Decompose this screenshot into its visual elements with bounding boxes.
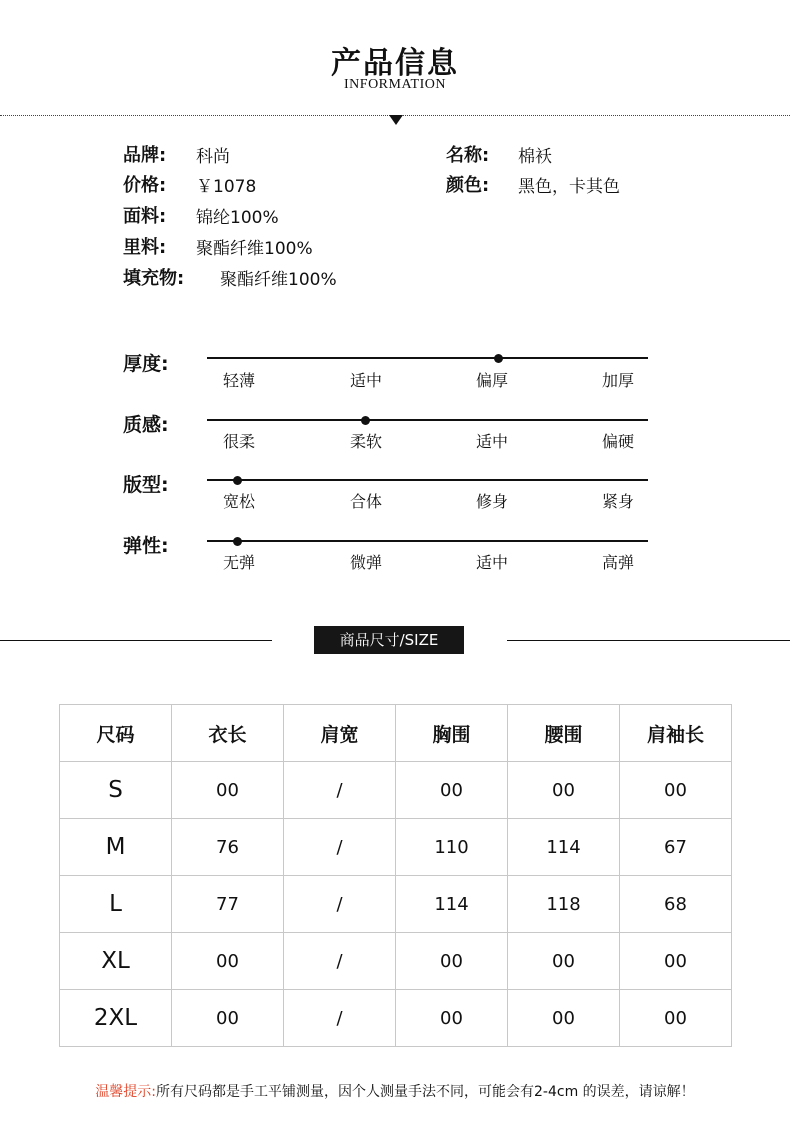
scale-thickness-label: 厚度: xyxy=(123,353,169,375)
table-cell: / xyxy=(284,933,396,990)
brand-label: 品牌: xyxy=(123,145,167,166)
note-text: 所有尺码都是手工平铺测量，因个人测量手法不同，可能会有2-4cm 的误差，请谅解！ xyxy=(156,1084,695,1100)
table-cell: 00 xyxy=(508,762,620,819)
scale-elasticity-option: 高弹 xyxy=(601,553,634,572)
size-cell: 2XL xyxy=(60,990,172,1047)
scale-elasticity-option: 无弹 xyxy=(222,553,255,572)
scale-texture-option: 很柔 xyxy=(222,432,255,451)
scale-thickness-option: 适中 xyxy=(349,371,382,390)
table-cell: 68 xyxy=(620,876,732,933)
table-cell: 118 xyxy=(508,876,620,933)
scale-fit-line xyxy=(207,479,648,481)
scale-fit-option: 修身 xyxy=(475,492,508,511)
scale-fit-marker xyxy=(233,476,242,485)
scale-thickness-option: 轻薄 xyxy=(222,371,255,390)
scale-elasticity-label: 弹性: xyxy=(123,535,169,557)
brand-value: 科尚 xyxy=(196,147,230,167)
table-cell: 00 xyxy=(508,990,620,1047)
size-cell: M xyxy=(60,819,172,876)
price-label: 价格: xyxy=(123,175,167,196)
table-row xyxy=(60,819,732,876)
scale-texture-option: 柔软 xyxy=(349,432,382,451)
table-cell: / xyxy=(284,990,396,1047)
page-title: 产品信息 xyxy=(331,46,459,81)
table-header-cell: 衣长 xyxy=(172,705,284,762)
scale-elasticity-marker xyxy=(233,537,242,546)
table-cell: 67 xyxy=(620,819,732,876)
fabric-value: 锦纶100% xyxy=(196,208,279,228)
table-cell: 00 xyxy=(620,762,732,819)
scale-texture-label: 质感: xyxy=(123,414,169,436)
scale-texture-option: 适中 xyxy=(475,432,508,451)
table-cell: 00 xyxy=(172,990,284,1047)
table-cell: 00 xyxy=(508,933,620,990)
page-subtitle: INFORMATION xyxy=(344,77,446,92)
size-cell: L xyxy=(60,876,172,933)
size-table xyxy=(59,704,732,1047)
size-section-banner: 商品尺寸/SIZE xyxy=(314,626,464,654)
table-row xyxy=(60,876,732,933)
table-cell: 114 xyxy=(508,819,620,876)
table-cell: / xyxy=(284,762,396,819)
scale-texture-option: 偏硬 xyxy=(601,432,634,451)
scale-texture-line xyxy=(207,419,648,421)
table-cell: 114 xyxy=(396,876,508,933)
table-row xyxy=(60,762,732,819)
table-cell: 00 xyxy=(396,762,508,819)
table-cell: 00 xyxy=(620,990,732,1047)
scale-elasticity-line xyxy=(207,540,648,542)
table-header-cell: 胸围 xyxy=(396,705,508,762)
note-prefix: 温馨提示: xyxy=(95,1084,157,1100)
table-cell: 00 xyxy=(396,990,508,1047)
section-divider-left xyxy=(0,640,272,641)
name-value: 棉袄 xyxy=(518,147,552,167)
table-cell: 76 xyxy=(172,819,284,876)
filling-value: 聚酯纤维100% xyxy=(220,270,337,290)
table-row xyxy=(60,990,732,1047)
scale-thickness-option: 加厚 xyxy=(601,371,634,390)
table-header-cell: 肩宽 xyxy=(284,705,396,762)
color-label: 颜色: xyxy=(446,175,490,196)
table-cell: 110 xyxy=(396,819,508,876)
table-header-cell: 尺码 xyxy=(60,705,172,762)
table-cell: / xyxy=(284,819,396,876)
table-cell: 00 xyxy=(172,933,284,990)
scale-fit-option: 宽松 xyxy=(222,492,255,511)
price-value: ￥1078 xyxy=(196,177,257,197)
scale-fit-label: 版型: xyxy=(123,474,169,496)
fabric-label: 面料: xyxy=(123,206,167,227)
table-cell: 77 xyxy=(172,876,284,933)
scale-thickness-option: 偏厚 xyxy=(475,371,508,390)
scale-thickness-marker xyxy=(494,354,503,363)
lining-value: 聚酯纤维100% xyxy=(196,239,313,259)
table-cell: 00 xyxy=(172,762,284,819)
section-divider-right xyxy=(507,640,790,641)
scale-texture-marker xyxy=(361,416,370,425)
lining-label: 里料: xyxy=(123,237,167,258)
scale-elasticity-option: 微弹 xyxy=(349,553,382,572)
table-cell: / xyxy=(284,876,396,933)
scale-elasticity-option: 适中 xyxy=(475,553,508,572)
table-header-row xyxy=(60,705,732,762)
scale-fit-option: 合体 xyxy=(349,492,382,511)
scale-thickness-line xyxy=(207,357,648,359)
color-value: 黑色，卡其色 xyxy=(518,177,620,197)
table-header-cell: 腰围 xyxy=(508,705,620,762)
size-cell: XL xyxy=(60,933,172,990)
table-row xyxy=(60,933,732,990)
triangle-marker-icon xyxy=(389,115,403,125)
scale-fit-option: 紧身 xyxy=(601,492,634,511)
size-cell: S xyxy=(60,762,172,819)
measurement-note xyxy=(0,1081,790,1101)
filling-label: 填充物: xyxy=(123,268,185,289)
table-header-cell: 肩袖长 xyxy=(620,705,732,762)
table-cell: 00 xyxy=(620,933,732,990)
table-cell: 00 xyxy=(396,933,508,990)
name-label: 名称: xyxy=(446,145,490,166)
